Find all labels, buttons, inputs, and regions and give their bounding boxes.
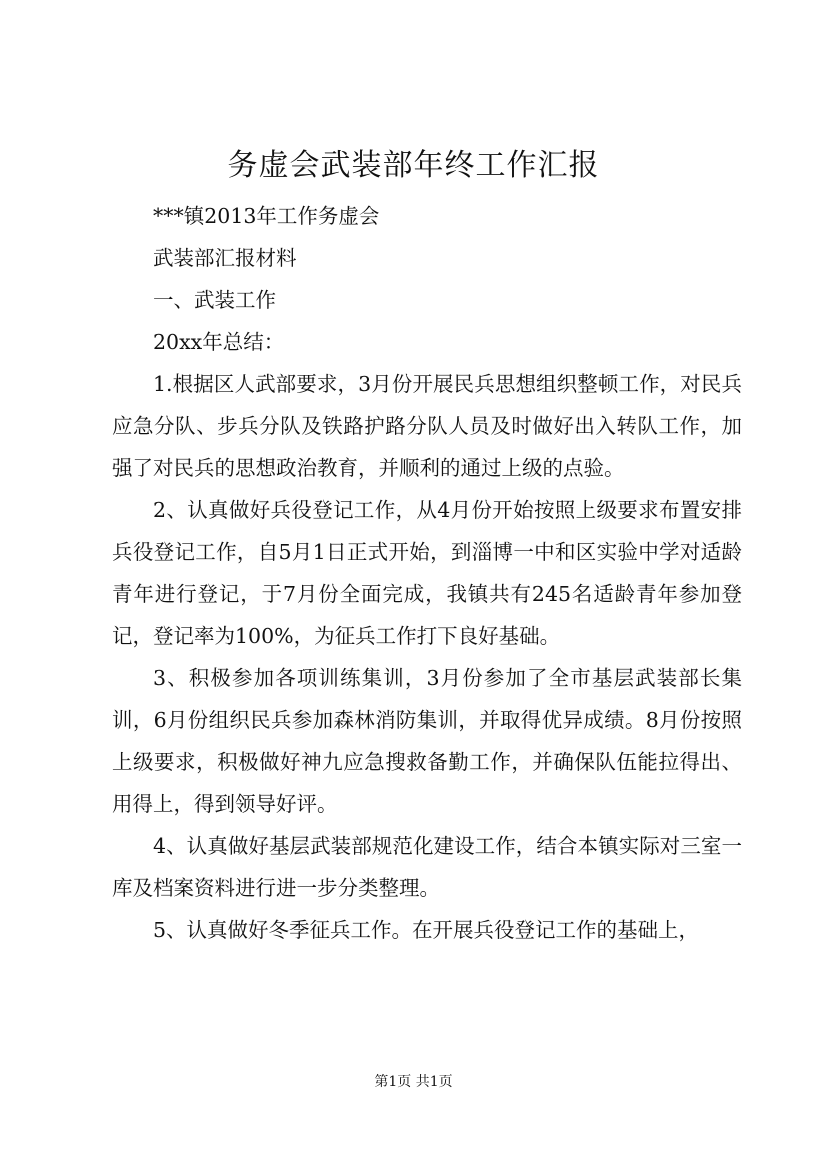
- paragraph-heading-town: ***镇2013年工作务虚会: [153, 204, 380, 228]
- page-number-footer: 第1页 共1页: [374, 1074, 453, 1090]
- paragraph-item-3: 3、积极参加各项训练集训，3月份参加了全市基层武装部长集训，6月份组织民兵参加森林消防集训，并取得优异成绩。8月份按照上级要求，积极做好神九应急搜救备勤工作，并确保队伍能拉得出、用得上，得到领导好评。: [112, 666, 742, 816]
- paragraph-item-2: 2、认真做好兵役登记工作，从4月份开始按照上级要求布置安排兵役登记工作，自5月1日正式开始，到淄博一中和区实验中学对适龄青年进行登记，于7月份全面完成，我镇共有245名适龄青年参加登记，登记率为100%，为征兵工作打下良好基础。: [112, 498, 742, 648]
- document-title: 务虚会武装部年终工作汇报: [227, 148, 600, 183]
- paragraph-section-heading: 一、武装工作: [153, 288, 276, 312]
- document-body: [112, 195, 742, 951]
- paragraph-heading-report: 武装部汇报材料: [153, 246, 297, 270]
- paragraph-item-4: 4、认真做好基层武装部规范化建设工作，结合本镇实际对三室一库及档案资料进行进一步分类整理。: [112, 834, 742, 900]
- paragraph-item-5: 5、认真做好冬季征兵工作。在开展兵役登记工作的基础上，: [153, 918, 700, 942]
- paragraph-summary-heading: 20xx年总结：: [153, 330, 285, 354]
- paragraph-item-1: 1.根据区人武部要求，3月份开展民兵思想组织整顿工作，对民兵应急分队、步兵分队及铁路护路分队人员及时做好出入转队工作，加强了对民兵的思想政治教育，并顺利的通过上级的点验。: [112, 372, 742, 480]
